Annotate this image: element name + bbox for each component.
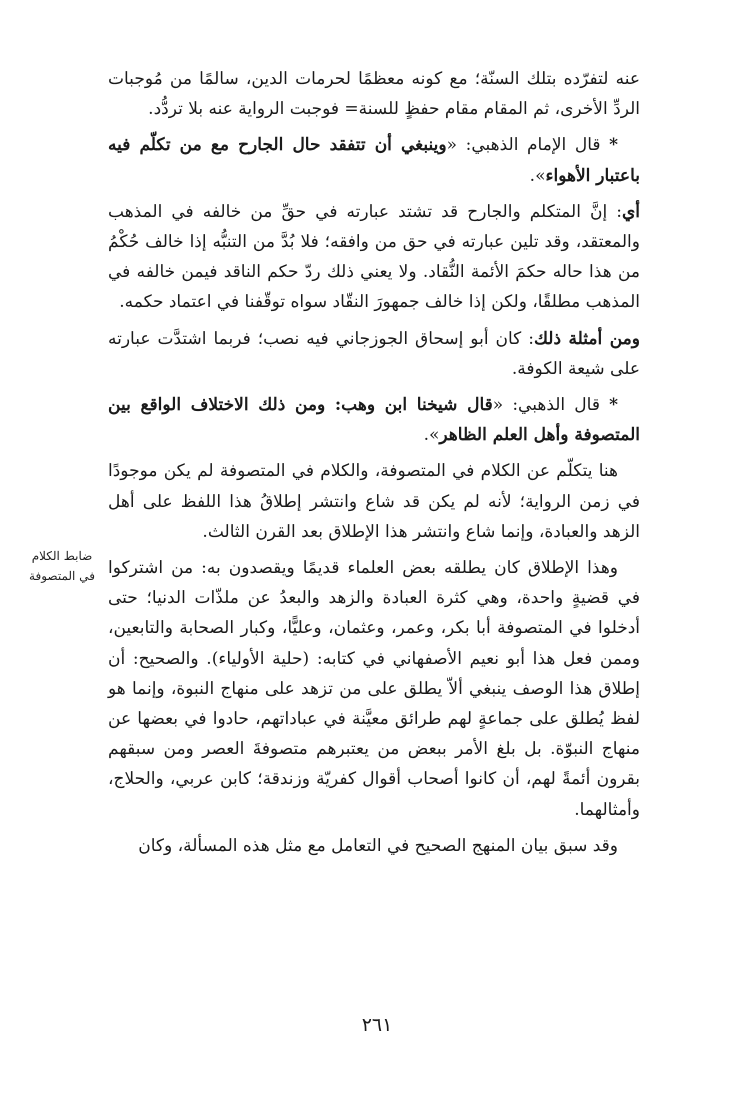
paragraph-3-text: : إنَّ المتكلم والجارح قد تشتد عبارته في حقِّ من خالفه في المذهب والمعتقد، وقد تلين عبارته في حق من وافقه؛ فلا بُدَّ من التنبُّه إذا خالف حُكْمُ من هذا حاله حكمَ الأئمة النُّقاد. ولا يعني ذلك ردّ حكم الناقد فيمن خالفه في المذهب مطلقًا، ولكن إذا خالف جمهورَ النقّاد سواه توقّفنا في اعتماد حكمه. bbox=[108, 201, 640, 313]
quote-tail: ». bbox=[423, 425, 440, 446]
paragraph-5-quote bbox=[108, 390, 640, 450]
paragraph-7 bbox=[108, 553, 640, 825]
page-number: ٢٦١ bbox=[361, 1014, 393, 1036]
paragraph-4-lead: ومن أمثلة ذلك bbox=[533, 328, 640, 349]
quote-intro: قال الإمام الذهبي: « bbox=[446, 135, 610, 156]
quote-intro: قال الذهبي: « bbox=[492, 395, 610, 416]
paragraph-4 bbox=[108, 324, 640, 384]
paragraph-6 bbox=[108, 456, 640, 547]
star-marker: * bbox=[609, 395, 618, 416]
paragraph-1-text: عنه لتفرّده بتلك السنّة؛ مع كونه معظمًا لحرمات الدين، سالمًا من مُوجبات الردِّ الأخرى، ثم المقام مقام حفظٍ للسنة= فوجبت الرواية عنه بلا تردُّد. bbox=[108, 69, 640, 120]
paragraph-4-text: : كان أبو إسحاق الجوزجاني فيه نصب؛ فربما اشتدَّت عبارته على شيعة الكوفة. bbox=[108, 328, 640, 379]
quote-tail: ». bbox=[529, 165, 546, 186]
quote-text: قال شيخنا ابن وهب: ومن ذلك الاختلاف الواقع بين المتصوفة وأهل العلم الظاهر bbox=[108, 395, 640, 446]
paragraph-8-text: وقد سبق بيان المنهج الصحيح في التعامل مع مثل هذه المسألة، وكان bbox=[138, 835, 618, 856]
paragraph-6-text: هنا يتكلّم عن الكلام في المتصوفة، والكلام في المتصوفة لم يكن موجودًا في زمن الرواية؛ لأنه لم يكن قد شاع وانتشر إطلاقُ هذا اللفظ على أهل الزهد والعبادة، وإنما شاع وانتشر هذا الإطلاق بعد القرن الثالث. bbox=[108, 461, 640, 542]
paragraph-8 bbox=[108, 831, 640, 861]
paragraph-3 bbox=[108, 197, 640, 318]
margin-note-line-1: ضابط الكلام bbox=[31, 549, 93, 563]
margin-note-line-2: في المتصوفة bbox=[29, 569, 95, 583]
paragraph-2-quote bbox=[108, 130, 640, 190]
quote-text: وينبغي أن تتفقد حال الجارح مع من تكلّم فيه باعتبار الأهواء bbox=[108, 135, 640, 186]
paragraph-3-lead: أي bbox=[621, 201, 640, 222]
star-marker: * bbox=[609, 135, 618, 156]
paragraph-7-text: وهذا الإطلاق كان يطلقه بعض العلماء قديمًا ويقصدون به: من اشتركوا في قضيةٍ واحدة، وهي كثرة العبادة والزهد والبعدُ عن ملذّات الدنيا؛ حتى أدخلوا في المتصوفة أبا بكر، وعمر، وعثمان، وعليًّا، وكبار الصحابة والتابعين، وممن فعل هذا أبو نعيم الأصفهاني في كتابه: (حلية الأولياء). والصحيح: أن إطلاق هذا الوصف ينبغي ألاّ يطلق على من تزهد على منهاج النبوة، وإنما هو لفظ يُطلق على جماعةٍ لهم طرائق معيَّنة في عباداتهم، حادوا في بعضها عن منهاج النبوّة. بل بلغ الأمر ببعض من يعتبرهم متصوفةَ العصر ومن سبقهم بقرون أئمةً لهم، أن كانوا أصحاب أقوال كفريّة وزندقة؛ كابن عربي، والحلاج، وأمثالهما. bbox=[108, 558, 640, 820]
paragraph-1 bbox=[108, 64, 640, 124]
margin-note bbox=[22, 546, 102, 586]
main-text bbox=[108, 64, 640, 865]
